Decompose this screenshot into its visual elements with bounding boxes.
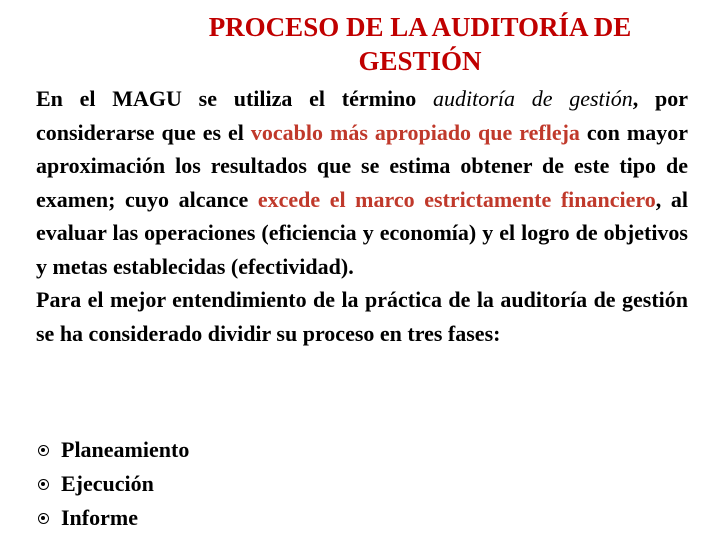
paragraph-phases-intro: Para el mejor entendimiento de la práctica de la auditoría de gestión se ha considerado dividir su proceso en tres fases:: [36, 287, 688, 346]
page-title: [160, 10, 680, 78]
intro-segment: En el MAGU se utiliza el término: [36, 86, 434, 111]
bullet-icon: [38, 479, 49, 490]
intro-segment: con mayor aproximación los resultados que se estima obtener de este tipo de examen; cuyo alcance: [36, 119, 688, 212]
list-item: [38, 467, 189, 501]
phase-label: Ejecución: [61, 471, 154, 496]
body-text: [36, 82, 688, 350]
highlight-text: vocablo más apropiado que refleja: [250, 119, 580, 145]
list-item: [38, 433, 189, 467]
bullet-icon: [38, 513, 49, 524]
phase-label: Planeamiento: [61, 437, 190, 462]
intro-segment: , por considerarse que es el: [36, 86, 688, 145]
bullet-icon: [38, 445, 49, 456]
phases-list: [38, 433, 189, 535]
paragraph-intro: [36, 82, 688, 283]
intro-segment: , al evaluar las operaciones (eficiencia y economía) y el logro de objetivos y metas establecidas (efectividad).: [36, 186, 688, 279]
italic-term: auditoría de gestión: [433, 86, 633, 111]
phase-label: Informe: [61, 505, 138, 530]
title-line-2: GESTIÓN: [358, 46, 482, 76]
title-line-1: PROCESO DE LA AUDITORÍA DE: [208, 12, 632, 42]
list-item: [38, 501, 189, 535]
highlight-text: excede el marco estrictamente financiero: [257, 186, 656, 212]
